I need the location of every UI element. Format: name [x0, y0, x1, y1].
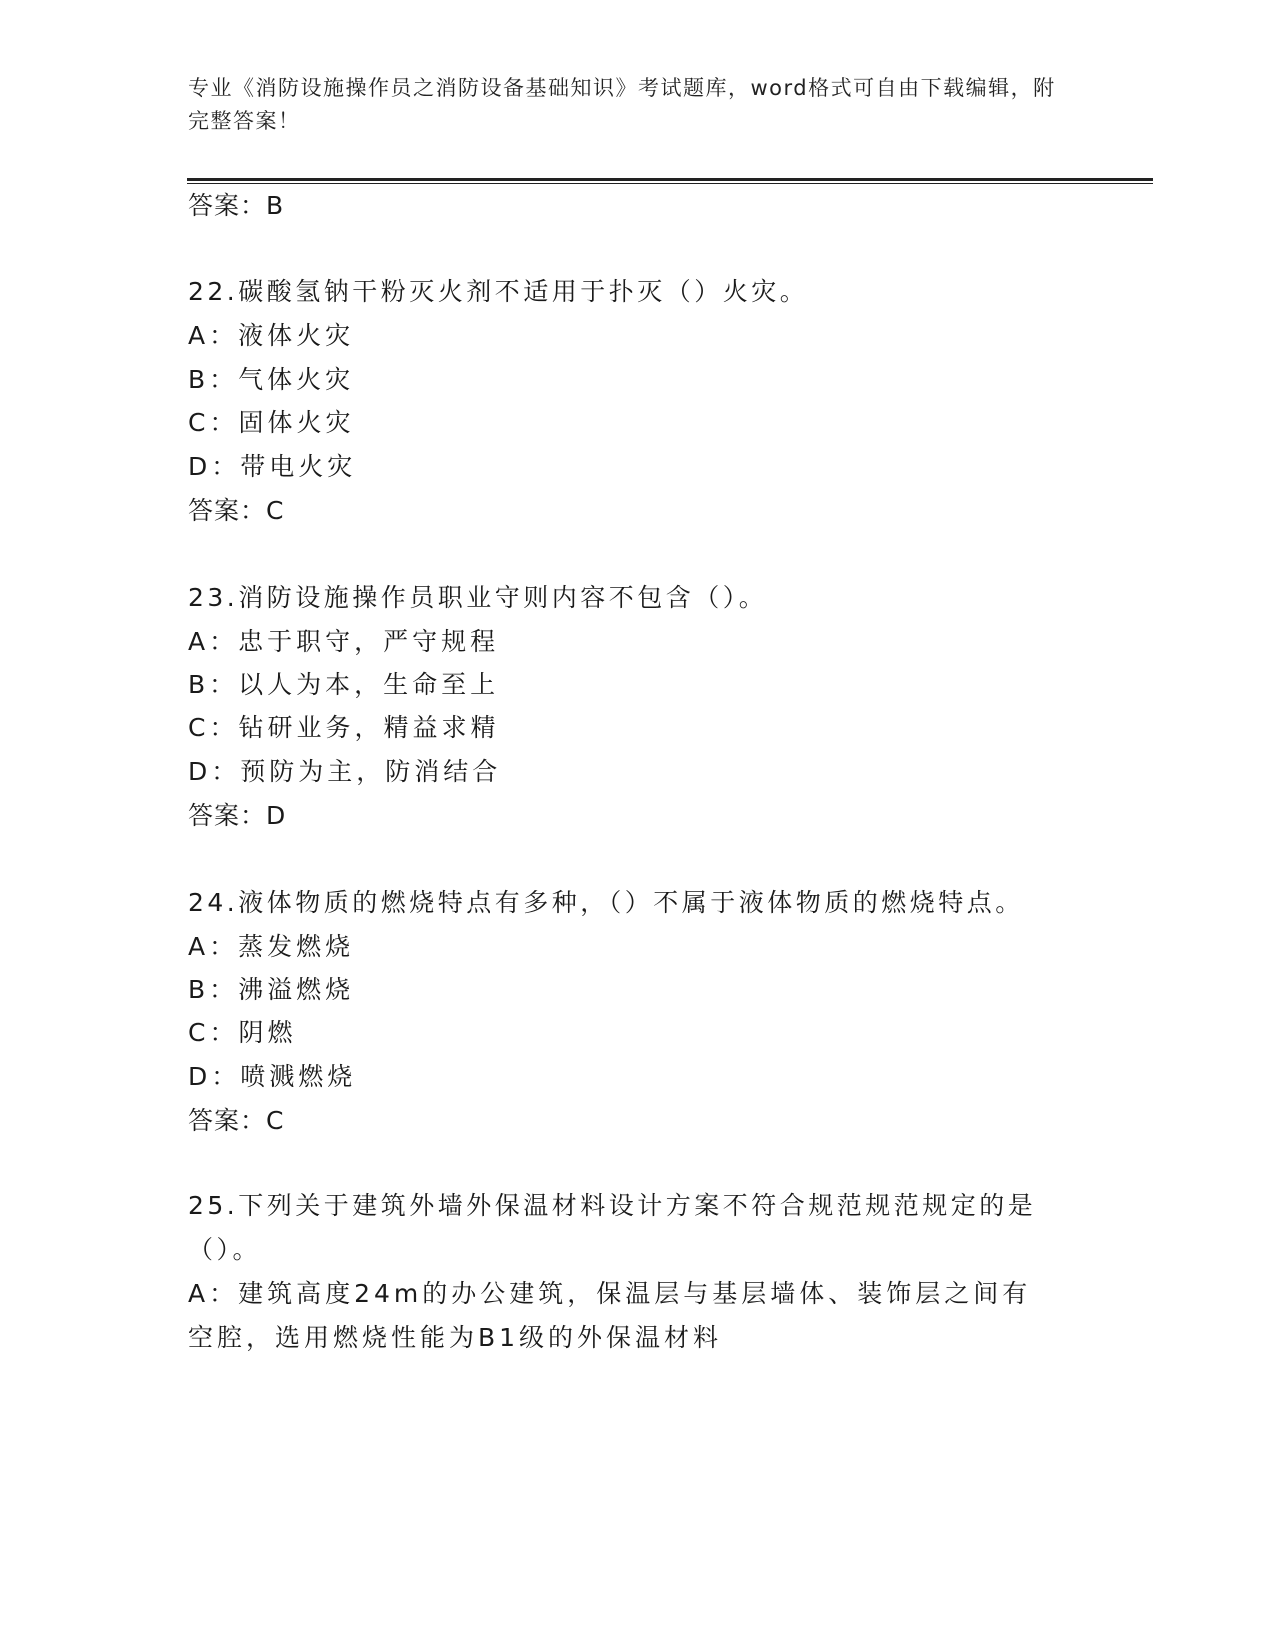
- question-22-option-b: B：气体火灾: [188, 365, 355, 394]
- question-23-option-c: C：钻研业务，精益求精: [188, 713, 500, 742]
- question-23-option-d: D：预防为主，防消结合: [188, 757, 502, 786]
- question-24-option-b: B：沸溢燃烧: [188, 975, 355, 1004]
- question-23-answer: 答案：D: [188, 801, 287, 830]
- question-22-option-c: C：固体火灾: [188, 408, 355, 437]
- header-divider-thin: [187, 183, 1153, 184]
- question-24-stem: 24.液体物质的燃烧特点有多种，（）不属于液体物质的燃烧特点。: [188, 888, 1024, 917]
- question-24-answer: 答案：C: [188, 1106, 285, 1135]
- previous-answer: 答案：B: [188, 191, 285, 220]
- question-22-answer: 答案：C: [188, 496, 285, 525]
- question-23-option-a: A：忠于职守，严守规程: [188, 627, 500, 656]
- question-23-option-b: B：以人为本，生命至上: [188, 670, 500, 699]
- question-24-option-a: A：蒸发燃烧: [188, 932, 355, 961]
- question-25-option-a: A：建筑高度24m的办公建筑，保温层与基层墙体、装饰层之间有空腔，选用燃烧性能为B1级的外保温材料: [188, 1279, 1032, 1352]
- header-divider-thick: [187, 178, 1153, 181]
- question-22-stem: 22.碳酸氢钠干粉灭火剂不适用于扑灭（）火灾。: [188, 277, 809, 306]
- document-header: 专业《消防设施操作员之消防设备基础知识》考试题库，word格式可自由下载编辑，附完整答案！: [188, 76, 1056, 133]
- question-24-option-c: C：阴燃: [188, 1018, 297, 1047]
- question-23-stem: 23.消防设施操作员职业守则内容不包含（）。: [188, 583, 768, 612]
- question-25-stem: 25.下列关于建筑外墙外保温材料设计方案不符合规范规范规定的是（）。: [188, 1191, 1037, 1264]
- question-22-option-a: A：液体火灾: [188, 321, 355, 350]
- question-22-option-d: D：带电火灾: [188, 452, 357, 481]
- question-24-option-d: D：喷溅燃烧: [188, 1062, 357, 1091]
